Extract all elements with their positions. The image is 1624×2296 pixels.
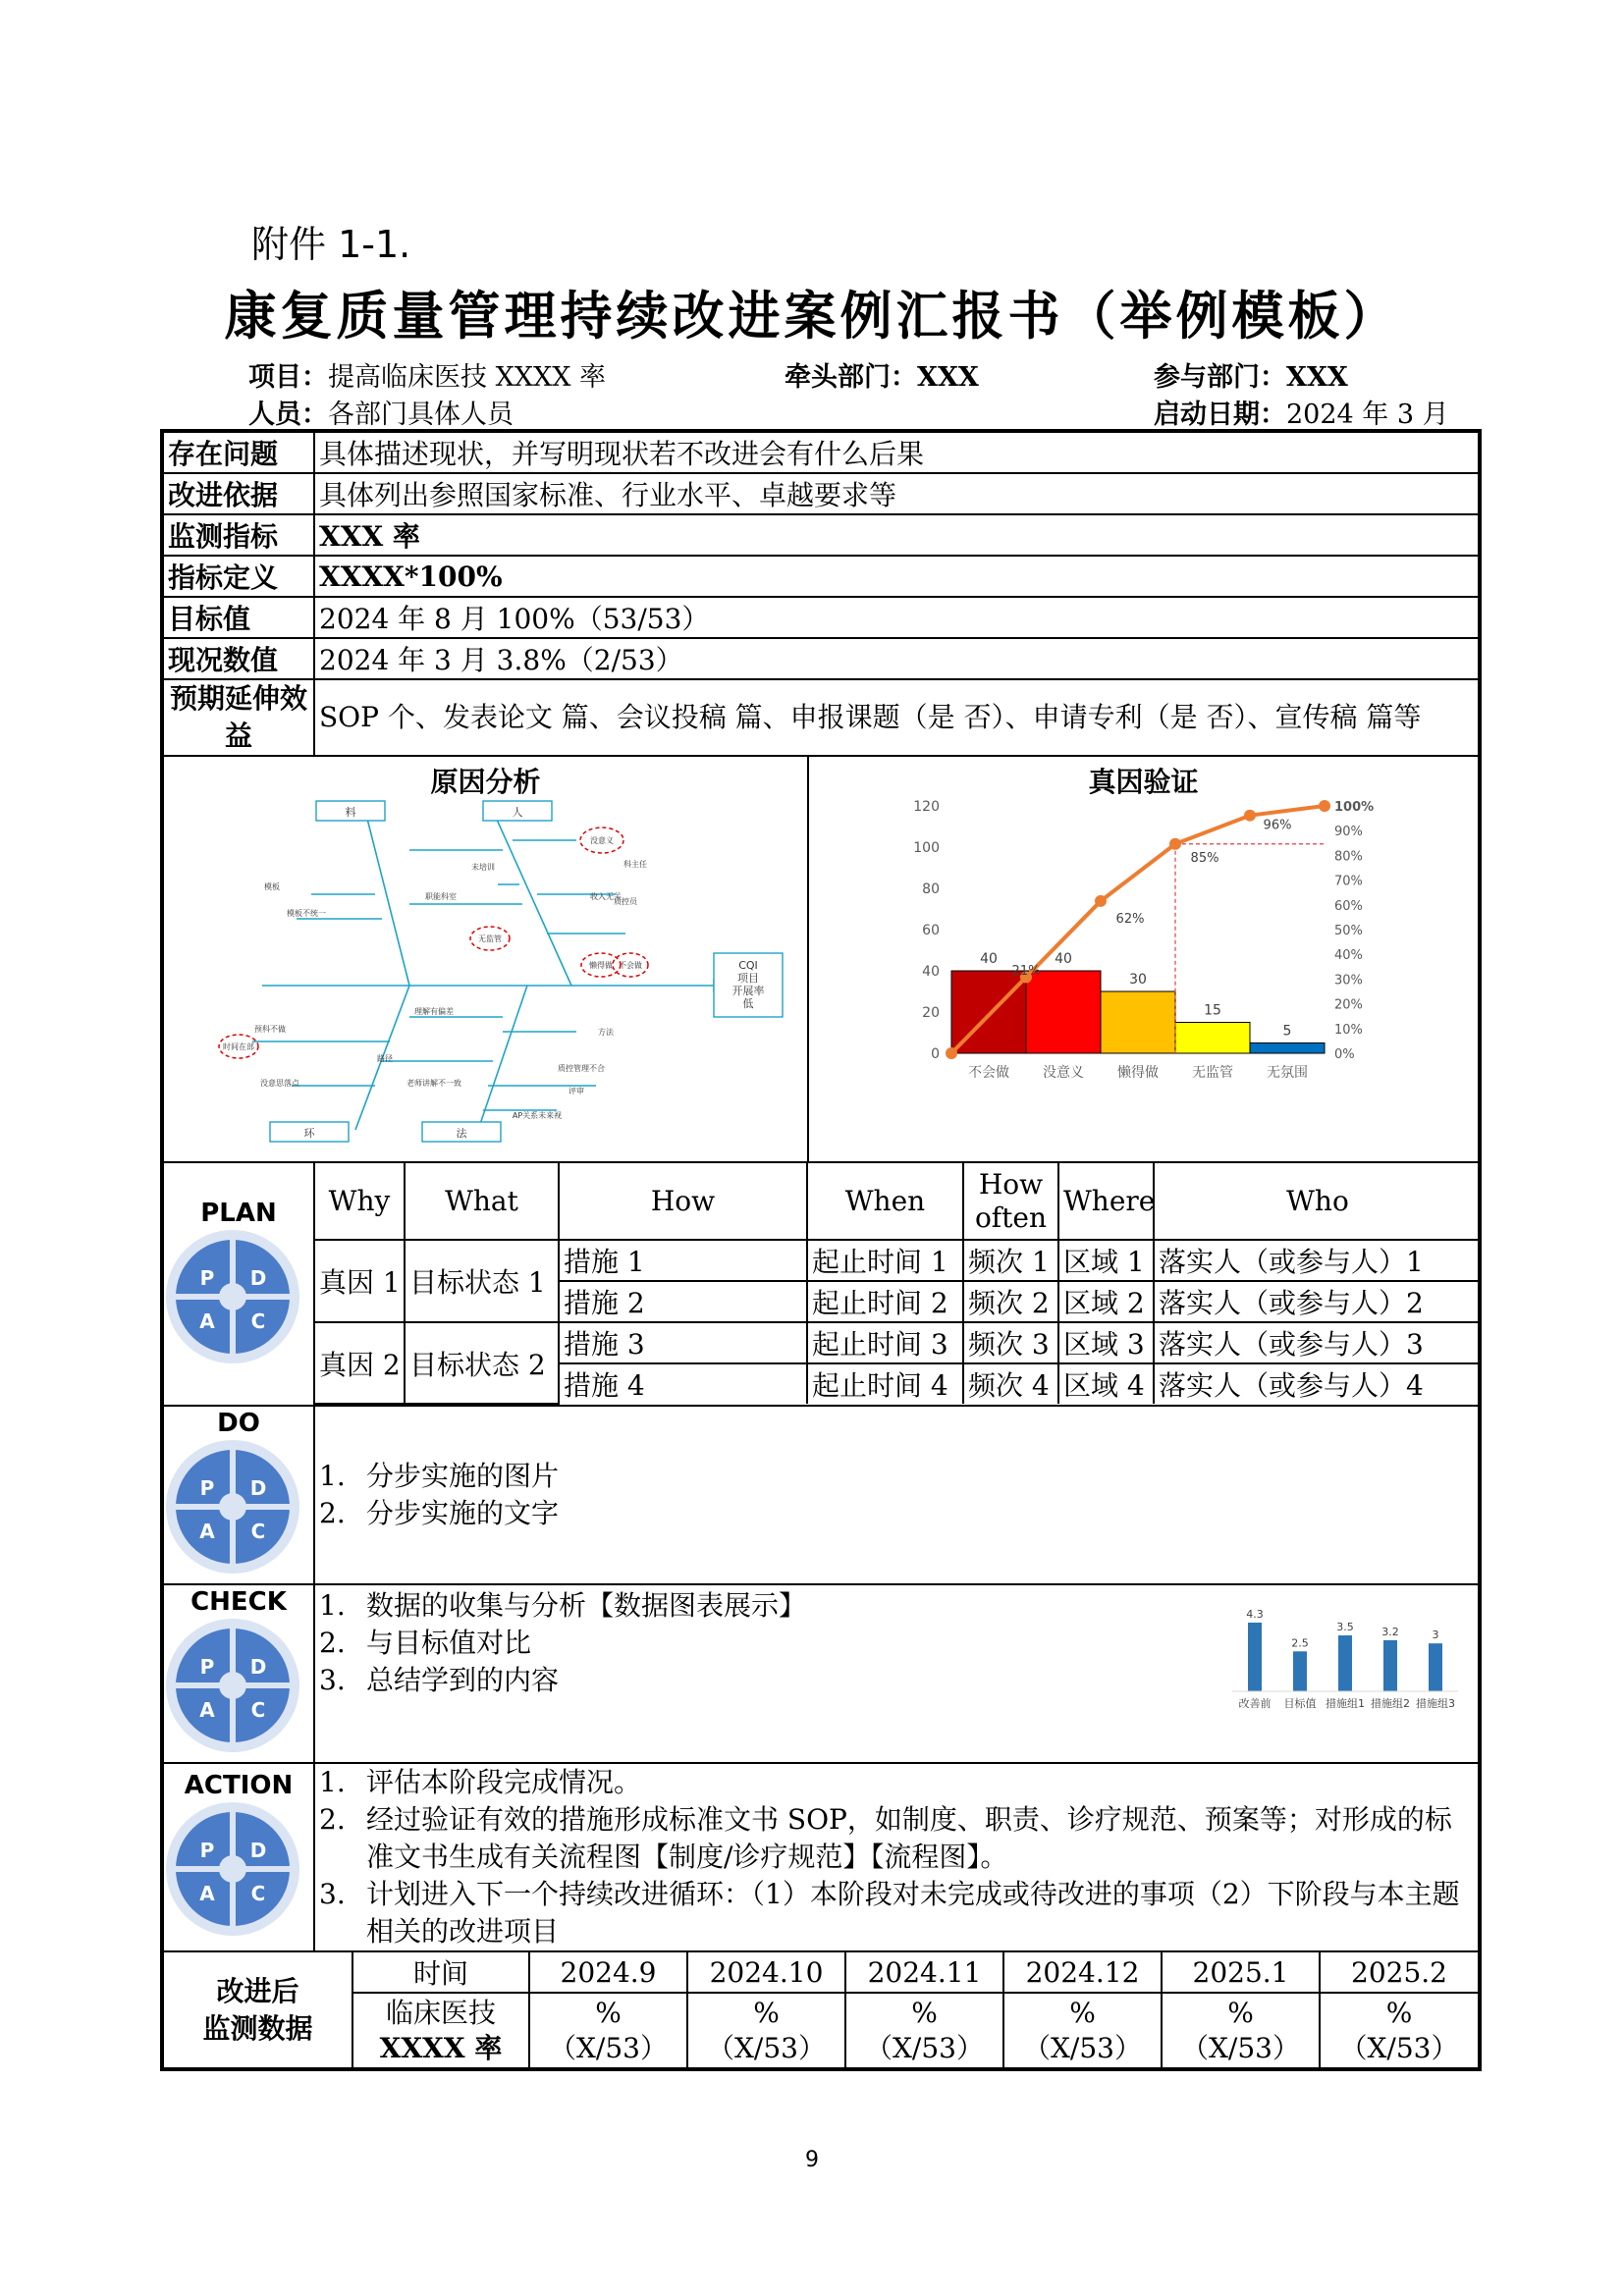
project-label: 项目：: [248, 362, 328, 393]
svg-text:C: C: [250, 1881, 266, 1905]
value-ratio: （X/53）: [707, 2031, 826, 2064]
bone-label: 法: [456, 1127, 467, 1140]
row-label: 存在问题: [162, 431, 314, 473]
plan-why: 真因 1: [315, 1240, 405, 1322]
mini-bar-value: 3.5: [1336, 1621, 1354, 1634]
plan-what: 目标状态 2: [405, 1322, 559, 1404]
after-cell: [162, 1951, 1480, 2069]
action-row: [162, 1763, 1480, 1951]
cause-label: 路径: [377, 1054, 393, 1063]
value-ratio: （X/53）: [865, 2031, 984, 2064]
svg-text:A: A: [199, 1519, 215, 1543]
value-pct: %: [1227, 1996, 1254, 2029]
row-problem: [162, 431, 1480, 473]
y-tick-label: 120: [913, 799, 940, 815]
row-label: 改进依据: [162, 473, 314, 514]
list-number: 3.: [319, 1664, 346, 1696]
cause-title: 原因分析: [430, 766, 541, 798]
svg-text:P: P: [199, 1475, 215, 1500]
cause-analysis: [164, 757, 809, 1161]
value-cell: [845, 1993, 1003, 2067]
list-text: 数据的收集与分析【数据图表展示】: [366, 1589, 807, 1622]
cause-label: 理解有偏差: [414, 1007, 454, 1016]
bar-value-label: 15: [1204, 1002, 1221, 1019]
svg-text:P: P: [199, 1265, 215, 1290]
plan-row-1: [315, 1240, 1481, 1281]
head-label: 低: [742, 997, 754, 1010]
row-current: [162, 638, 1480, 679]
header-line: How: [978, 1167, 1044, 1201]
metric-label: [352, 1993, 529, 2067]
document-title: 康复质量管理持续改进案例汇报书（举例模板）: [224, 287, 1400, 347]
cause-label: 质控管理不合: [558, 1064, 605, 1073]
x-tick-label: 懒得做: [1117, 1065, 1159, 1081]
plan-header: What: [405, 1163, 559, 1240]
people-value: 各部门具体人员: [328, 400, 514, 430]
y-tick-label: 40: [922, 964, 940, 980]
list-item: [319, 1801, 1474, 1876]
head-label: 项目: [737, 972, 759, 985]
cause-label: 无监管: [478, 934, 502, 943]
value-cell: [1003, 1993, 1162, 2067]
month-cell: 2025.1: [1162, 1952, 1320, 1993]
plan-row-3: [315, 1322, 1481, 1363]
svg-text:C: C: [250, 1308, 266, 1333]
cause-label: 模板不统一: [287, 909, 326, 918]
cause-label: 没意思落点: [260, 1079, 299, 1088]
plan-header-how-often: [963, 1163, 1058, 1240]
row-value: SOP 个、发表论文 篇、会议投稿 篇、申报课题（是 否）、申请专利（是 否）、宣传稿 篇等: [314, 679, 1480, 756]
cumulative-label: 62%: [1115, 911, 1145, 927]
plan-how: 措施 1: [559, 1240, 807, 1281]
metric-label-line: 临床医技: [385, 1996, 496, 2029]
cumulative-label: 96%: [1263, 818, 1292, 833]
after-label: [164, 1952, 352, 2067]
mini-bar: [1248, 1623, 1262, 1691]
svg-text:D: D: [249, 1654, 267, 1679]
row-value: 2024 年 3 月 3.8%（2/53）: [314, 638, 1480, 679]
plan-who: 落实人（或参与人）4: [1154, 1363, 1481, 1404]
plan-header-row: [315, 1163, 1481, 1240]
verify-title: 真因验证: [1088, 766, 1199, 798]
x-tick-label: 没意义: [1043, 1065, 1084, 1081]
report-table: [160, 429, 1482, 2071]
check-mini-chart: [1222, 1601, 1455, 1719]
x-tick-label: 无氛围: [1267, 1065, 1308, 1081]
value-pct: %: [595, 1996, 622, 2029]
plan-header: How: [559, 1163, 807, 1240]
row-label: 预期延伸效益: [162, 679, 314, 756]
participating-value: XXX: [1286, 362, 1348, 393]
plan-how: 措施 2: [559, 1281, 807, 1322]
cause-label: 评审: [568, 1087, 584, 1095]
check-label-cell: [162, 1584, 314, 1763]
fishbone-diagram: [164, 757, 807, 1161]
mini-bar-value: 2.5: [1291, 1636, 1309, 1650]
cause-verification: [809, 757, 1478, 1161]
plan-often: 频次 4: [963, 1363, 1058, 1404]
row-label: 目标值: [162, 597, 314, 638]
pdca-cycle-icon: [164, 1438, 301, 1575]
y-tick-label: 80: [922, 881, 940, 897]
y2-tick-label: 70%: [1334, 874, 1363, 889]
x-tick-label: 无监管: [1192, 1065, 1233, 1081]
plan-where: 区域 2: [1058, 1281, 1154, 1322]
svg-text:A: A: [199, 1697, 215, 1722]
svg-text:D: D: [249, 1838, 267, 1862]
x-tick-label: 不会做: [968, 1065, 1009, 1081]
pdca-cycle-icon: [164, 1617, 301, 1754]
check-label: CHECK: [190, 1586, 287, 1617]
bar-value-label: 40: [980, 951, 998, 967]
cumulative-point: [1169, 838, 1181, 850]
y-tick-label: 20: [922, 1005, 940, 1021]
value-pct: %: [911, 1996, 938, 2029]
row-basis: [162, 473, 1480, 514]
y-tick-label: 60: [922, 923, 940, 938]
bar: [1175, 1023, 1250, 1054]
bone-label: 环: [303, 1127, 315, 1140]
plan-often: 频次 2: [963, 1281, 1058, 1322]
bar-value-label: 5: [1282, 1023, 1292, 1040]
list-text: 总结学到的内容: [366, 1664, 560, 1696]
cause-label: 预科不做: [254, 1025, 286, 1034]
value-ratio: （X/53）: [1181, 2031, 1300, 2064]
action-label: ACTION: [184, 1770, 294, 1800]
time-label: 时间: [352, 1952, 529, 1993]
cumulative-point: [946, 1047, 957, 1059]
plan-where: 区域 4: [1058, 1363, 1154, 1404]
row-value: XXXX*100%: [314, 556, 1480, 597]
cause-label: 懒得做: [589, 961, 613, 970]
cause-label: 科主任: [623, 860, 647, 869]
mini-x-label: 措施组2: [1371, 1697, 1410, 1710]
metric-label-line: XXXX 率: [379, 2031, 503, 2064]
start-meta: [1154, 393, 1449, 431]
bone-label: 人: [512, 806, 523, 819]
value-pct: %: [753, 1996, 780, 2029]
value-pct: %: [1385, 1996, 1413, 2029]
cause-label: 方法: [598, 1028, 614, 1037]
row-label: 指标定义: [162, 556, 314, 597]
fishbone-bone-bottom-right: [478, 986, 527, 1130]
value-ratio: （X/53）: [1339, 2031, 1459, 2064]
plan-table-cell: [314, 1162, 1480, 1406]
people-label: 人员：: [248, 400, 328, 430]
svg-text:D: D: [249, 1265, 267, 1290]
cause-label: 职能科室: [425, 892, 457, 901]
list-item: [319, 1876, 1474, 1950]
list-number: 2.: [319, 1497, 346, 1529]
analysis-row: [162, 756, 1480, 1162]
y2-tick-label: 60%: [1334, 898, 1363, 914]
value-ratio: （X/53）: [1023, 2031, 1142, 2064]
cumulative-point: [1244, 810, 1256, 822]
pdca-cycle-icon: [164, 1228, 301, 1365]
cause-label: 没意义: [590, 836, 614, 845]
project-value: 提高临床医技 XXXX 率: [328, 362, 607, 393]
start-label: 启动日期：: [1154, 400, 1286, 430]
list-text: 分步实施的文字: [366, 1497, 560, 1529]
lead-dept-meta: [785, 355, 979, 394]
list-item: [319, 1764, 1474, 1801]
row-indicator: [162, 514, 1480, 556]
cause-label: 收入无关: [590, 892, 622, 901]
lead-dept-label: 牵头部门：: [785, 362, 917, 393]
cumulative-point: [1095, 895, 1107, 907]
row-definition: [162, 556, 1480, 597]
row-target: [162, 597, 1480, 638]
value-cell: [1162, 1993, 1320, 2067]
mini-bar: [1429, 1643, 1442, 1691]
after-row: [162, 1951, 1480, 2069]
plan-how: 措施 4: [559, 1363, 807, 1404]
plan-label-cell: [162, 1162, 314, 1406]
cause-label: 时间在部: [223, 1042, 254, 1051]
do-row: [162, 1406, 1480, 1584]
bar-value-label: 30: [1129, 972, 1147, 988]
mini-x-label: 目标值: [1283, 1697, 1317, 1710]
plan-header: Why: [315, 1163, 405, 1240]
svg-text:C: C: [250, 1697, 266, 1722]
plan-who: 落实人（或参与人）3: [1154, 1322, 1481, 1363]
mini-x-label: 改善前: [1238, 1697, 1272, 1710]
action-label-cell: [162, 1763, 314, 1951]
row-value: 具体列出参照国家标准、行业水平、卓越要求等: [314, 473, 1480, 514]
plan-header: Who: [1154, 1163, 1481, 1240]
plan-where: 区域 1: [1058, 1240, 1154, 1281]
bar: [1026, 971, 1101, 1053]
after-value-row: [164, 1993, 1478, 2067]
mini-x-label: 措施组1: [1326, 1697, 1365, 1710]
plan-when: 起止时间 3: [807, 1322, 963, 1363]
value-cell: [1320, 1993, 1478, 2067]
list-number: 2.: [319, 1803, 346, 1836]
page-number: 9: [805, 2148, 819, 2172]
plan-where: 区域 3: [1058, 1322, 1154, 1363]
list-text: 经过验证有效的措施形成标准文书 SOP，如制度、职责、诊疗规范、预案等；对形成的标准文书生成有关流程图【制度/诊疗规范】【流程图】。: [366, 1803, 1452, 1873]
row-label: 监测指标: [162, 514, 314, 556]
plan-who: 落实人（或参与人）2: [1154, 1281, 1481, 1322]
plan-when: 起止时间 4: [807, 1363, 963, 1404]
after-table: [164, 1952, 1478, 2067]
month-cell: 2024.10: [687, 1952, 845, 1993]
start-value: 2024 年 3 月: [1286, 400, 1449, 430]
mini-bar: [1383, 1640, 1397, 1691]
month-cell: 2024.11: [845, 1952, 1003, 1993]
svg-text:P: P: [199, 1654, 215, 1679]
plan-table: [315, 1163, 1481, 1405]
svg-text:A: A: [199, 1308, 215, 1333]
mini-bar: [1293, 1651, 1307, 1691]
svg-text:P: P: [199, 1838, 215, 1862]
mini-bar: [1338, 1635, 1352, 1691]
mini-bar-value: 4.3: [1246, 1608, 1264, 1621]
list-number: 1.: [319, 1766, 346, 1798]
y-tick-label: 0: [931, 1046, 940, 1062]
bar: [1250, 1043, 1325, 1054]
value-pct: %: [1069, 1996, 1096, 2029]
fishbone-bone-top-right: [493, 811, 571, 986]
value-ratio: （X/53）: [549, 2031, 668, 2064]
y2-tick-label: 90%: [1334, 825, 1363, 840]
y2-tick-label: 40%: [1334, 948, 1363, 964]
head-label: CQI: [738, 959, 758, 972]
check-row: [162, 1584, 1480, 1763]
cause-label: 未培训: [471, 863, 495, 872]
y2-tick-label: 10%: [1334, 1022, 1363, 1038]
pdca-cycle-icon: [164, 1800, 301, 1938]
row-label: 现况数值: [162, 638, 314, 679]
mini-bar-value: 3.2: [1381, 1625, 1399, 1638]
y2-tick-label: 20%: [1334, 997, 1363, 1013]
list-number: 3.: [319, 1878, 346, 1910]
bar: [1101, 991, 1175, 1053]
plan-why: 真因 2: [315, 1322, 405, 1404]
lead-dept-value: XXX: [917, 362, 979, 393]
do-label: DO: [217, 1408, 260, 1438]
plan-when: 起止时间 1: [807, 1240, 963, 1281]
cause-label: 质控员: [614, 897, 637, 906]
y2-tick-label: 0%: [1334, 1047, 1355, 1062]
row-value: XXX 率: [314, 514, 1480, 556]
fishbone-bone-top-left: [365, 811, 409, 986]
value-cell: [687, 1993, 845, 2067]
list-text: 计划进入下一个持续改进循环：（1）本阶段对未完成或待改进的事项（2）下阶段与本主题相关的改进项目: [366, 1878, 1460, 1948]
list-item: [319, 1458, 1474, 1495]
people-meta: [248, 393, 514, 431]
y2-tick-label: 80%: [1334, 849, 1363, 865]
action-content: [314, 1763, 1480, 1951]
list-number: 1.: [319, 1589, 346, 1622]
month-cell: 2025.2: [1320, 1952, 1478, 1993]
plan-when: 起止时间 2: [807, 1281, 963, 1322]
svg-text:A: A: [199, 1881, 215, 1905]
project-meta: [248, 355, 606, 394]
cause-label: 不会做: [619, 961, 642, 970]
y2-tick-label: 30%: [1334, 973, 1363, 988]
after-label-line: 改进后: [216, 1974, 299, 2007]
cumulative-label: 21%: [1011, 964, 1041, 979]
participating-meta: [1154, 355, 1348, 394]
list-text: 评估本阶段完成情况。: [366, 1766, 642, 1798]
bone-label: 料: [345, 806, 356, 819]
check-content: [314, 1584, 1480, 1763]
head-label: 开展率: [731, 985, 765, 997]
cause-label: 模板: [264, 882, 280, 891]
plan-how: 措施 3: [559, 1322, 807, 1363]
list-text: 分步实施的图片: [366, 1460, 560, 1492]
month-cell: 2024.9: [529, 1952, 687, 1993]
plan-who: 落实人（或参与人）1: [1154, 1240, 1481, 1281]
pareto-chart: [809, 757, 1478, 1161]
plan-what: 目标状态 1: [405, 1240, 559, 1322]
after-label-line: 监测数据: [202, 2011, 313, 2045]
month-cell: 2024.12: [1003, 1952, 1162, 1993]
cause-label: 老师讲解不一致: [406, 1079, 461, 1088]
row-value: 具体描述现状，并写明现状若不改进会有什么后果: [314, 431, 1480, 473]
list-number: 2.: [319, 1627, 346, 1659]
plan-label: PLAN: [200, 1198, 277, 1228]
do-label-cell: [162, 1406, 314, 1584]
bar-value-label: 40: [1055, 951, 1072, 967]
plan-often: 频次 1: [963, 1240, 1058, 1281]
svg-text:D: D: [249, 1475, 267, 1500]
plan-header: When: [807, 1163, 963, 1240]
list-number: 1.: [319, 1460, 346, 1492]
cause-label: AP关系未来视: [512, 1111, 563, 1120]
header-line: often: [974, 1201, 1048, 1234]
y2-tick-label: 100%: [1334, 800, 1375, 815]
y2-tick-label: 50%: [1334, 924, 1363, 938]
plan-row: [162, 1162, 1480, 1406]
after-time-row: [164, 1952, 1478, 1993]
do-content: [314, 1406, 1480, 1584]
row-benefit: [162, 679, 1480, 756]
list-item: [319, 1495, 1474, 1532]
analysis-cell: [162, 756, 1480, 1162]
attachment-label: 附件 1-1.: [251, 223, 411, 266]
cumulative-label: 85%: [1190, 850, 1219, 866]
mini-bar-value: 3: [1432, 1629, 1439, 1642]
svg-text:C: C: [250, 1519, 266, 1543]
list-text: 与目标值对比: [366, 1627, 532, 1659]
value-cell: [529, 1993, 687, 2067]
participating-label: 参与部门：: [1154, 362, 1286, 393]
cumulative-point: [1319, 800, 1330, 812]
plan-often: 频次 3: [963, 1322, 1058, 1363]
plan-header: Where: [1058, 1163, 1154, 1240]
row-value: 2024 年 8 月 100%（53/53）: [314, 597, 1480, 638]
y-tick-label: 100: [913, 840, 940, 856]
mini-x-label: 措施组3: [1416, 1697, 1455, 1710]
